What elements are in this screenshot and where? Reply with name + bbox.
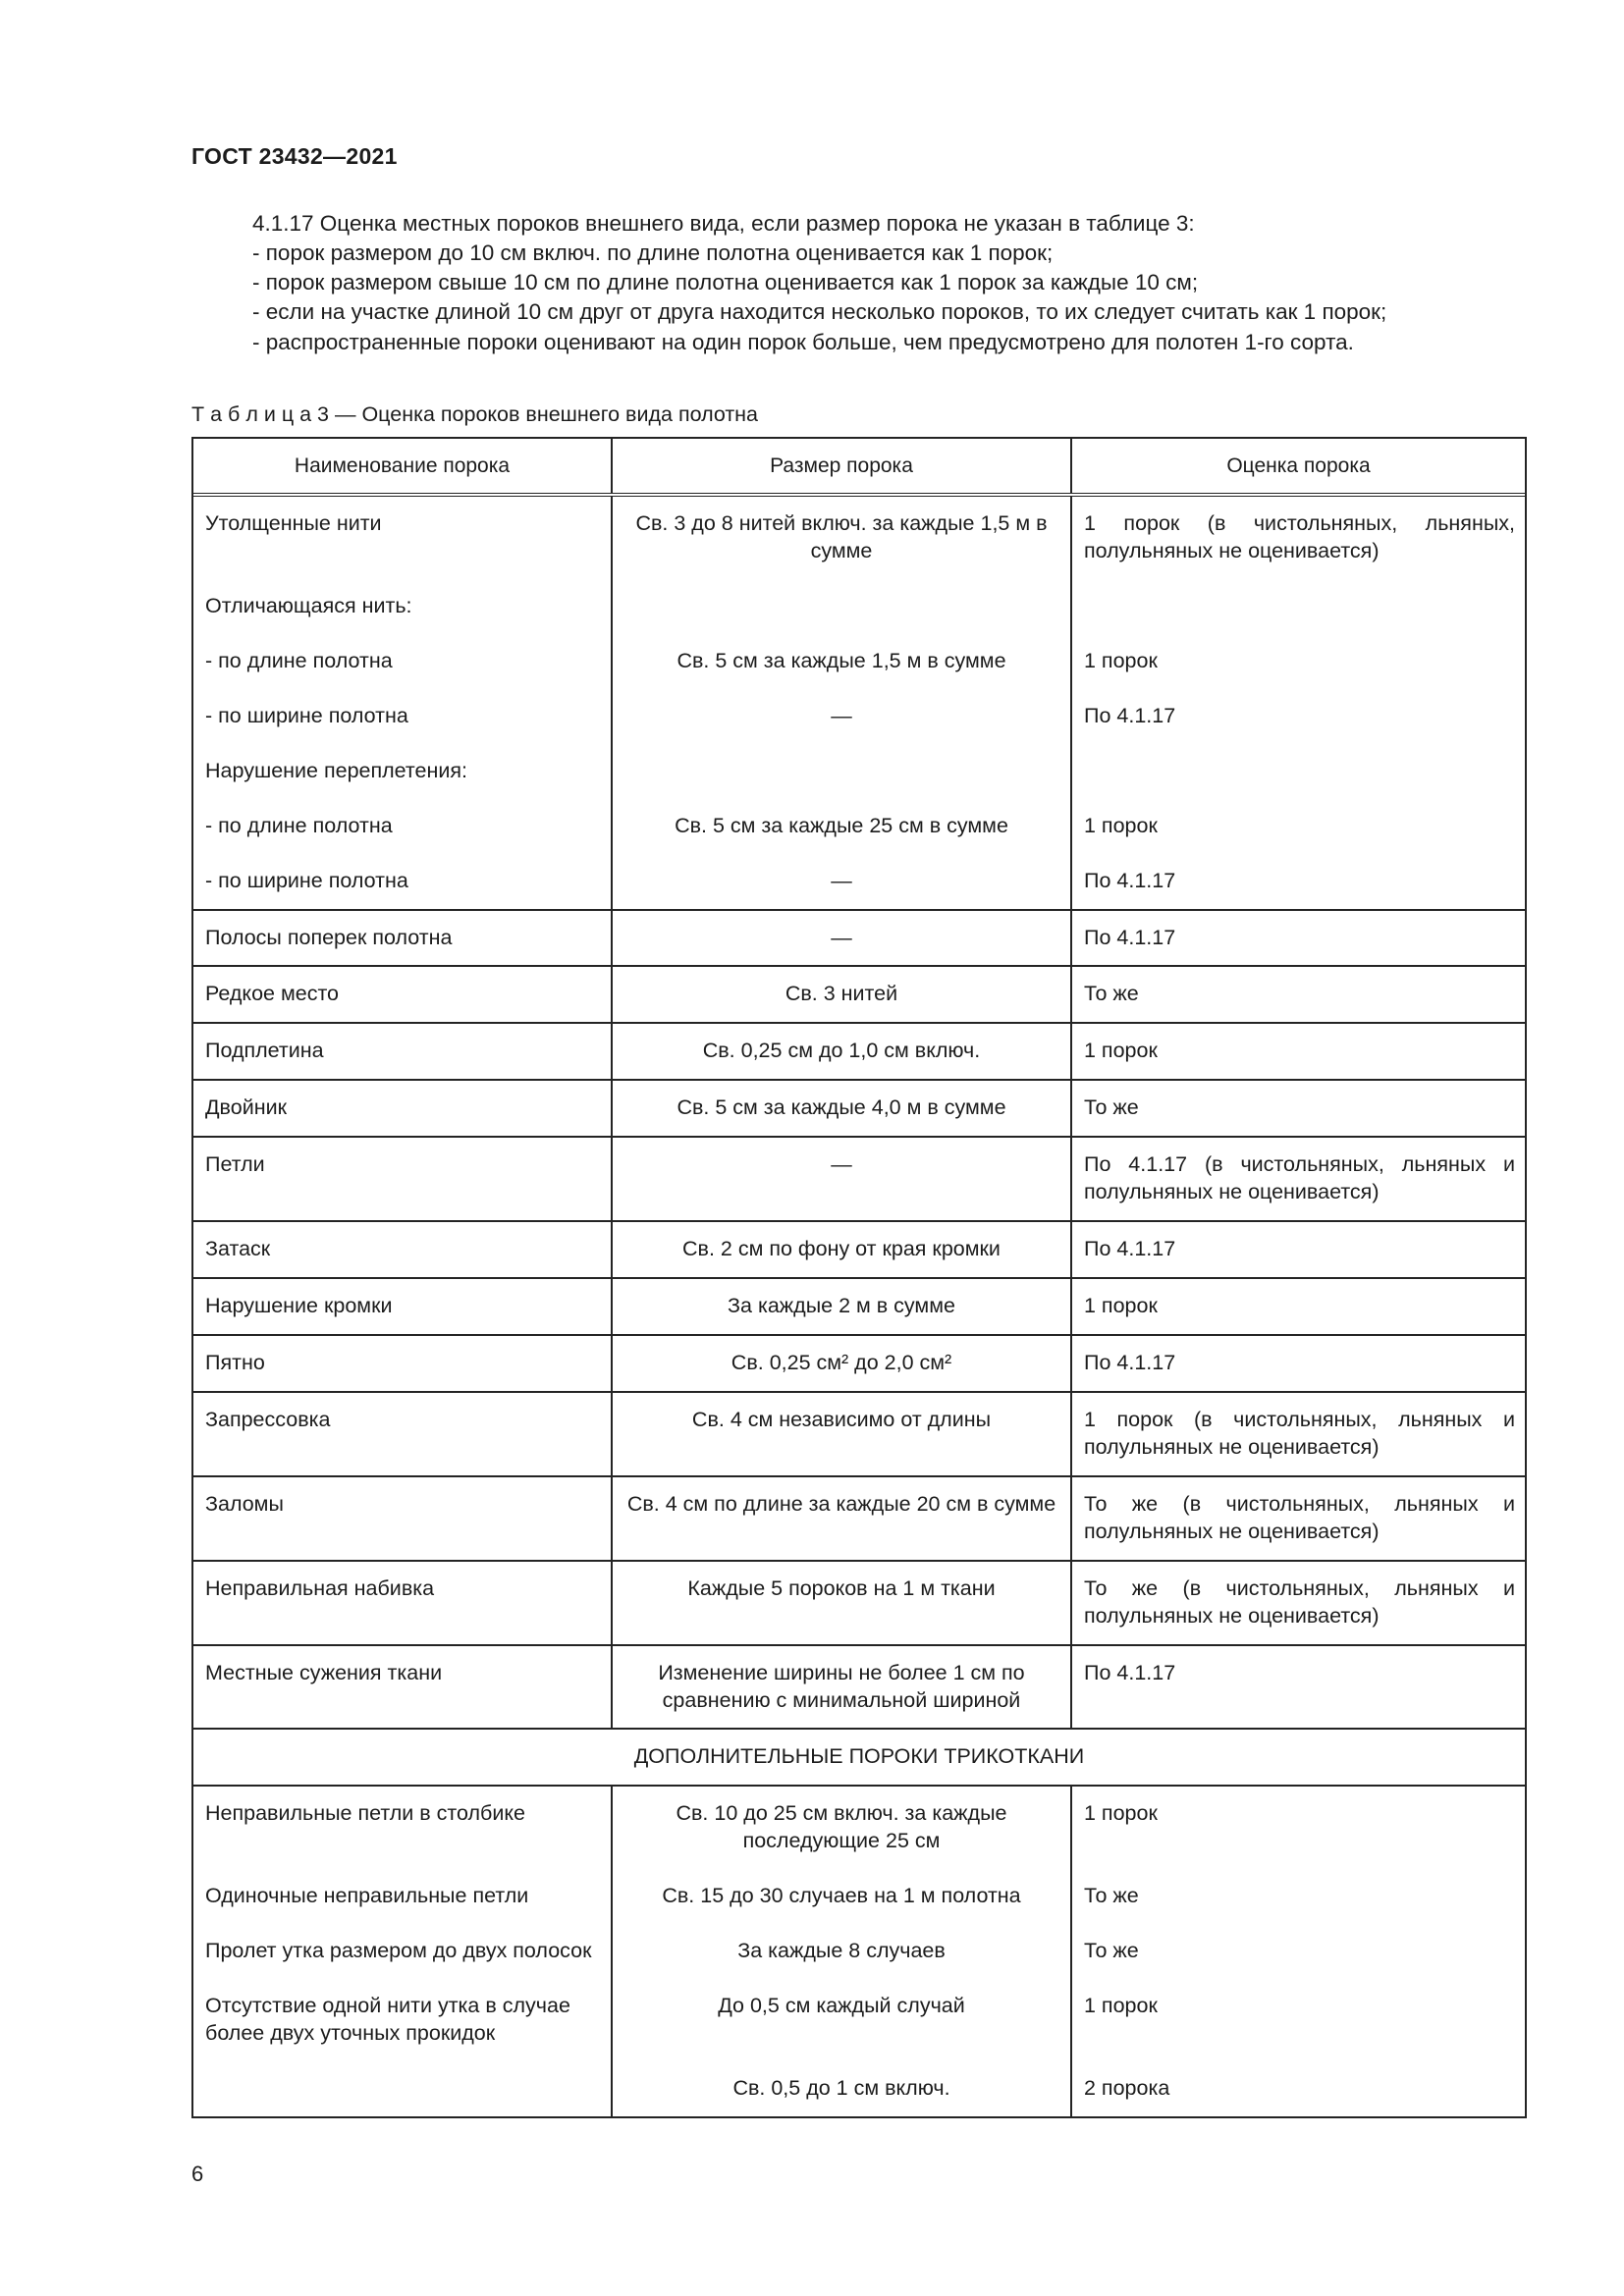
- table-cell-size: Св. 3 нитей: [613, 967, 1072, 1022]
- table-row: [193, 1646, 1525, 1731]
- table-row: [193, 1477, 1525, 1562]
- page-number: 6: [191, 2161, 204, 2186]
- table-cell-grade: То же: [1084, 982, 1139, 1006]
- table-row: [193, 634, 1525, 689]
- table-cell-name: Неправильные петли в столбике: [193, 1787, 613, 1869]
- table-cell-name: Затаск: [193, 1222, 613, 1277]
- table-cell-name: - по длине полотна: [193, 634, 613, 689]
- table-cell-size: Св. 5 см за каждые 1,5 м в сумме: [613, 634, 1072, 689]
- table-cell-grade: [1072, 579, 1525, 634]
- document-header: ГОСТ 23432—2021: [191, 143, 398, 169]
- table-section-row: ДОПОЛНИТЕЛЬНЫЕ ПОРОКИ ТРИКОТКАНИ: [193, 1730, 1525, 1787]
- table-cell-grade: По 4.1.17 (в чистольняных, льняных и полульняных не оценивается): [1084, 1152, 1515, 1204]
- table-cell-size: Св. 0,25 см² до 2,0 см²: [613, 1336, 1072, 1391]
- table-row: [193, 1138, 1525, 1222]
- table-row: [193, 967, 1525, 1024]
- table-cell-grade: То же: [1084, 1884, 1139, 1908]
- paragraph-bullet-2: - порок размером свыше 10 см по длине полотна оценивается как 1 порок за каждые 10 см;: [252, 270, 1199, 295]
- table-cell-name: Редкое место: [193, 967, 613, 1022]
- table-row: [193, 744, 1525, 799]
- table-row: [193, 689, 1525, 744]
- table-header-row: [193, 439, 1525, 497]
- table-cell-size: Св. 5 см за каждые 25 см в сумме: [613, 799, 1072, 854]
- table-cell-grade: 1 порок: [1084, 813, 1158, 837]
- table-cell-size: Св. 2 см по фону от края кромки: [613, 1222, 1072, 1277]
- table-cell-size: —: [613, 689, 1072, 744]
- table-cell-name: - по длине полотна: [193, 799, 613, 854]
- table-cell-size: За каждые 2 м в сумме: [613, 1279, 1072, 1334]
- table-cell-grade: По 4.1.17: [1084, 925, 1176, 949]
- table-cell-size: [613, 744, 1072, 799]
- table-row: [193, 497, 1525, 579]
- table-cell-name: Петли: [193, 1138, 613, 1220]
- table-cell-grade: 1 порок: [1084, 1039, 1158, 1063]
- table-cell-size: Св. 15 до 30 случаев на 1 м полотна: [613, 1869, 1072, 1924]
- table-body: [193, 497, 1525, 2116]
- table-cell-grade: [1072, 744, 1525, 799]
- table-cell-size: Св. 0,5 до 1 см включ.: [613, 2061, 1072, 2116]
- table-cell-name: Неправильная набивка: [193, 1562, 613, 1644]
- table-cell-name: Полосы поперек полотна: [193, 911, 613, 966]
- table-caption: Т а б л и ц а 3 — Оценка пороков внешнего вида полотна: [191, 401, 759, 426]
- table-cell-grade: 1 порок: [1084, 1294, 1158, 1318]
- column-header-defect-size: Размер порока: [613, 439, 1072, 493]
- table-row: [193, 1393, 1525, 1477]
- table-cell-grade: То же (в чистольняных, льняных и полульняных не оценивается): [1084, 1575, 1515, 1628]
- paragraph-bullet-4: - распространенные пороки оценивают на один порок больше, чем предусмотрено для полотен 1-го сорта.: [252, 329, 1354, 354]
- table-cell-size: Каждые 5 пороков на 1 м ткани: [613, 1562, 1072, 1644]
- table-cell-grade: По 4.1.17: [1084, 1351, 1176, 1374]
- table-cell-size: Св. 4 см по длине за каждые 20 см в сумме: [613, 1477, 1072, 1560]
- table-cell-name: Подплетина: [193, 1024, 613, 1079]
- table-cell-size: [613, 579, 1072, 634]
- table-cell-name: - по ширине полотна: [193, 689, 613, 744]
- defects-table: [191, 437, 1527, 2118]
- table-cell-name: Пролет утка размером до двух полосок: [193, 1924, 613, 1979]
- table-row: [193, 854, 1525, 911]
- table-cell-size: Св. 10 до 25 см включ. за каждые последующие 25 см: [613, 1787, 1072, 1869]
- table-cell-grade: То же: [1084, 1939, 1139, 1963]
- table-cell-size: Изменение ширины не более 1 см по сравнению с минимальной шириной: [613, 1646, 1072, 1729]
- table-row: [193, 1562, 1525, 1646]
- table-cell-size: До 0,5 см каждый случай: [613, 1979, 1072, 2061]
- table-cell-name: Одиночные неправильные петли: [193, 1869, 613, 1924]
- intro-text: [191, 209, 1527, 357]
- table-cell-grade: По 4.1.17: [1084, 703, 1176, 727]
- table-cell-grade: То же: [1084, 1095, 1139, 1120]
- table-cell-name: Нарушение кромки: [193, 1279, 613, 1334]
- column-header-defect-name: Наименование порока: [193, 439, 613, 493]
- table-cell-size: Св. 0,25 см до 1,0 см включ.: [613, 1024, 1072, 1079]
- table-row: [193, 1222, 1525, 1279]
- table-cell-name: Отличающаяся нить:: [193, 579, 613, 634]
- table-cell-grade: По 4.1.17: [1084, 1660, 1176, 1684]
- table-cell-name: Нарушение переплетения:: [193, 744, 613, 799]
- table-row: [193, 1081, 1525, 1138]
- table-cell-grade: 1 порок: [1084, 1994, 1158, 2018]
- table-cell-size: Св. 3 до 8 нитей включ. за каждые 1,5 м в сумме: [613, 497, 1072, 579]
- table-cell-name: Запрессовка: [193, 1393, 613, 1475]
- table-row: [193, 1869, 1525, 1924]
- table-row: [193, 799, 1525, 854]
- table-row: [193, 1024, 1525, 1081]
- table-cell-grade: 1 порок: [1084, 1801, 1158, 1826]
- table-row: [193, 579, 1525, 634]
- table-row: [193, 1787, 1525, 1869]
- table-cell-size: Св. 5 см за каждые 4,0 м в сумме: [613, 1081, 1072, 1136]
- column-header-defect-grade: Оценка порока: [1226, 454, 1371, 477]
- table-cell-grade: 2 порока: [1084, 2076, 1170, 2100]
- table-row: [193, 1336, 1525, 1393]
- table-cell-name: Пятно: [193, 1336, 613, 1391]
- table-cell-size: —: [613, 854, 1072, 909]
- table-cell-size: Св. 4 см независимо от длины: [613, 1393, 1072, 1475]
- paragraph-4117: 4.1.17 Оценка местных пороков внешнего вида, если размер порока не указан в таблице 3:: [252, 211, 1195, 236]
- table-row: [193, 1979, 1525, 2061]
- table-cell-grade: По 4.1.17: [1084, 1237, 1176, 1261]
- table-cell-size: —: [613, 1138, 1072, 1220]
- paragraph-bullet-3: - если на участке длиной 10 см друг от друга находится несколько пороков, то их следует считать как 1 порок;: [252, 299, 1387, 325]
- table-cell-grade: То же (в чистольняных, льняных и полульняных не оценивается): [1084, 1491, 1515, 1543]
- table-cell-size: —: [613, 911, 1072, 966]
- table-row: [193, 911, 1525, 968]
- table-cell-name: [193, 2061, 613, 2116]
- table-cell-grade: 1 порок: [1084, 648, 1158, 672]
- table-cell-name: Заломы: [193, 1477, 613, 1560]
- table-cell-grade: 1 порок (в чистольняных, льняных, полульняных не оценивается): [1084, 511, 1515, 562]
- table-cell-name: Утолщенные нити: [193, 497, 613, 579]
- table-cell-name: Отсутствие одной нити утка в случае более двух уточных прокидок: [193, 1979, 613, 2061]
- table-cell-name: - по ширине полотна: [193, 854, 613, 909]
- table-row: [193, 1924, 1525, 1979]
- table-cell-size: За каждые 8 случаев: [613, 1924, 1072, 1979]
- paragraph-bullet-1: - порок размером до 10 см включ. по длине полотна оценивается как 1 порок;: [252, 240, 1054, 266]
- table-cell-grade: По 4.1.17: [1084, 868, 1176, 892]
- table-cell-name: Местные сужения ткани: [193, 1646, 613, 1729]
- table-cell-name: Двойник: [193, 1081, 613, 1136]
- table-cell-grade: 1 порок (в чистольняных, льняных и полульняных не оценивается): [1084, 1407, 1515, 1459]
- table-row: [193, 1279, 1525, 1336]
- table-row: [193, 2061, 1525, 2116]
